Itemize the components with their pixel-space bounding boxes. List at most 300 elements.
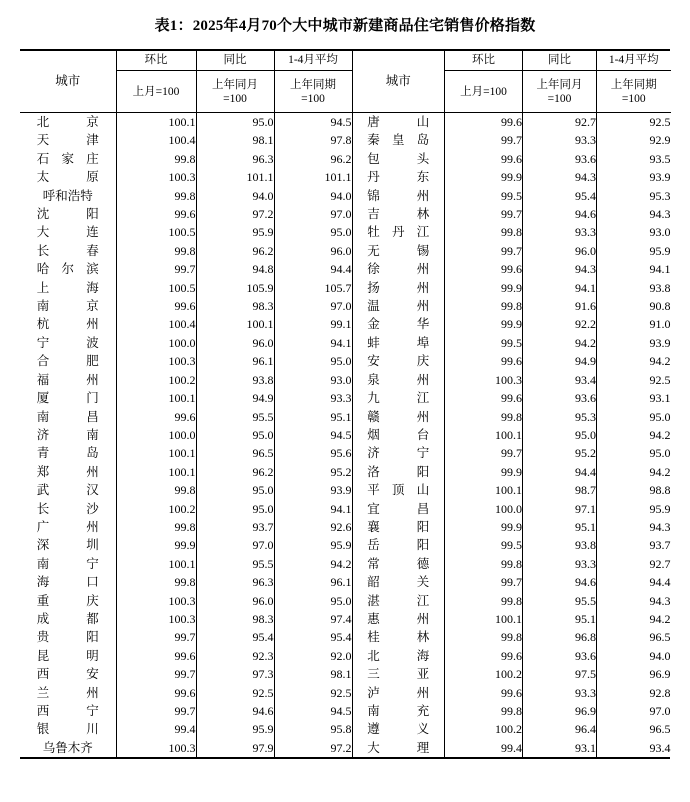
city-name-cell: [20, 297, 116, 315]
value-avg: 92.5: [649, 115, 671, 129]
value-yoy: 95.0: [523, 426, 597, 444]
table-row: [20, 389, 352, 407]
city-name-cell: [353, 739, 445, 757]
value-avg: 94.1: [274, 334, 352, 352]
table-row: [20, 573, 352, 591]
city-name: 济宁: [367, 446, 430, 461]
city-name-cell: [20, 408, 116, 426]
value-yoy: 95.2: [523, 444, 597, 462]
value-yoy: 94.8: [196, 260, 274, 278]
value-avg: 95.0: [274, 592, 352, 610]
value-avg: 94.3: [649, 207, 671, 222]
header-row-top-right: [353, 51, 671, 71]
value-yoy: 94.0: [196, 187, 274, 205]
value-yoy: 95.9: [196, 223, 274, 241]
value-yoy: 98.3: [196, 297, 274, 315]
table-row: [20, 187, 352, 205]
city-name: 贵阳: [36, 630, 99, 645]
value-mom: 100.3: [116, 352, 196, 370]
value-mom: 99.6: [116, 647, 196, 665]
value-mom: 99.6: [445, 352, 523, 370]
value-mom: 100.0: [116, 426, 196, 444]
column-group-yoy: 同比: [196, 51, 274, 71]
table-row: [20, 702, 352, 720]
city-name-cell: [20, 739, 116, 757]
city-name: 兰州: [36, 685, 99, 700]
city-name: 南宁: [36, 556, 99, 571]
city-name: 济南: [36, 427, 99, 442]
value-yoy: 96.3: [196, 573, 274, 591]
city-name-cell: [353, 334, 445, 352]
city-name-cell: [353, 205, 445, 223]
value-mom: 99.6: [445, 684, 523, 702]
value-mom: 100.4: [116, 315, 196, 333]
city-name-cell: [353, 279, 445, 297]
city-name-cell: [20, 536, 116, 554]
value-yoy: 96.4: [523, 720, 597, 738]
city-name: 韶关: [367, 575, 430, 590]
city-name: 包头: [367, 151, 430, 166]
value-mom: 100.2: [445, 720, 523, 738]
table-row: [353, 334, 671, 352]
mom-basis-line1: 上月=100: [460, 85, 507, 98]
city-name-cell: [20, 113, 116, 132]
city-name: 宜昌: [367, 501, 430, 516]
city-name-cell: [353, 426, 445, 444]
value-avg: 94.2: [649, 611, 671, 626]
city-name: 合肥: [36, 354, 99, 369]
city-name-cell: [353, 187, 445, 205]
table-row: [20, 150, 352, 168]
value-yoy: 95.5: [196, 555, 274, 573]
city-name-cell: [353, 297, 445, 315]
value-yoy: 96.2: [196, 463, 274, 481]
table-row: [20, 739, 352, 757]
table-row: [353, 592, 671, 610]
table-row: [353, 702, 671, 720]
table-head-left: [20, 51, 352, 113]
yoy-basis-line1: 上年同月: [536, 78, 583, 91]
table-row: [353, 684, 671, 702]
value-yoy: 95.0: [196, 481, 274, 499]
city-name: 九江: [367, 391, 430, 406]
value-avg: 95.0: [274, 223, 352, 241]
value-yoy: 95.0: [196, 113, 274, 132]
city-name-cell: [20, 426, 116, 444]
city-name-cell: [20, 242, 116, 260]
table-row: [20, 131, 352, 149]
value-yoy: 97.1: [523, 500, 597, 518]
value-mom: 99.8: [445, 702, 523, 720]
value-yoy: 94.9: [523, 352, 597, 370]
column-group-yoy: 同比: [523, 51, 597, 71]
value-mom: 99.7: [445, 444, 523, 462]
table-row: [353, 315, 671, 333]
value-avg: 92.0: [274, 647, 352, 665]
city-name: 厦门: [36, 391, 99, 406]
value-yoy: 98.1: [196, 131, 274, 149]
city-name-cell: [353, 352, 445, 370]
value-mom: 99.7: [116, 260, 196, 278]
value-yoy: 96.8: [523, 628, 597, 646]
value-mom: 99.6: [445, 389, 523, 407]
city-name-cell: [353, 720, 445, 738]
value-avg: 94.1: [649, 262, 671, 277]
value-avg: 98.1: [274, 665, 352, 683]
value-avg: 94.4: [274, 260, 352, 278]
table-row: [20, 647, 352, 665]
city-name: 深圳: [36, 538, 99, 553]
value-mom: 99.6: [116, 297, 196, 315]
city-name: 平顶山: [367, 483, 430, 498]
city-name: 上海: [36, 280, 99, 295]
value-mom: 100.1: [116, 113, 196, 132]
avg-basis-line1: 上年同期: [290, 78, 336, 91]
city-name-cell: [353, 628, 445, 646]
value-mom: 100.1: [445, 426, 523, 444]
value-avg: 96.0: [274, 242, 352, 260]
value-avg: 97.8: [274, 131, 352, 149]
value-avg: 93.1: [649, 391, 671, 406]
city-name: 石家庄: [36, 151, 99, 166]
city-name: 常德: [367, 556, 430, 571]
city-name-cell: [20, 389, 116, 407]
city-name: 惠州: [367, 611, 430, 626]
table-row: [353, 720, 671, 738]
value-avg: 93.0: [649, 225, 671, 240]
table-row: [353, 408, 671, 426]
city-name-cell: [353, 150, 445, 168]
value-yoy: 93.4: [523, 371, 597, 389]
table-row: [20, 444, 352, 462]
value-mom: 99.7: [116, 702, 196, 720]
value-mom: 99.6: [445, 647, 523, 665]
value-mom: 99.8: [445, 408, 523, 426]
value-mom: 99.6: [445, 150, 523, 168]
column-group-avg: 1-4月平均: [597, 51, 671, 71]
table-row: [353, 444, 671, 462]
city-name-cell: [20, 628, 116, 646]
value-yoy: 94.6: [523, 573, 597, 591]
value-avg: 92.6: [274, 518, 352, 536]
value-yoy: 95.5: [523, 592, 597, 610]
value-avg: 92.7: [649, 556, 671, 571]
page-title: 表1：2025年4月70个大中城市新建商品住宅销售价格指数: [154, 18, 536, 34]
table-row: [353, 555, 671, 573]
city-name-cell: [353, 389, 445, 407]
value-avg: 94.3: [649, 593, 671, 608]
value-yoy: 96.2: [196, 242, 274, 260]
value-avg: 91.0: [649, 317, 671, 332]
city-name: 呼和浩特: [42, 188, 93, 203]
city-name: 徐州: [367, 262, 430, 277]
city-name-cell: [353, 518, 445, 536]
value-avg: 95.9: [274, 536, 352, 554]
table-row: [20, 518, 352, 536]
city-name-cell: [353, 500, 445, 518]
city-name: 洛阳: [367, 464, 430, 479]
value-mom: 100.3: [445, 371, 523, 389]
table-row: [353, 297, 671, 315]
value-yoy: 95.3: [523, 408, 597, 426]
value-yoy: 97.3: [196, 665, 274, 683]
value-yoy: 95.4: [196, 628, 274, 646]
value-avg: 93.7: [649, 538, 671, 553]
value-mom: 99.4: [116, 720, 196, 738]
yoy-basis-line2: =100: [223, 92, 247, 105]
city-name: 秦皇岛: [367, 133, 430, 148]
value-yoy: 94.6: [196, 702, 274, 720]
value-avg: 95.9: [649, 243, 671, 258]
city-name-cell: [20, 720, 116, 738]
value-mom: 99.8: [445, 592, 523, 610]
value-mom: 99.6: [116, 684, 196, 702]
value-mom: 99.7: [445, 242, 523, 260]
value-mom: 100.2: [116, 500, 196, 518]
city-name-cell: [353, 408, 445, 426]
city-name-cell: [353, 481, 445, 499]
table-row: [353, 389, 671, 407]
table-row: [20, 279, 352, 297]
column-header-mom-basis: [116, 71, 196, 113]
column-header-yoy-basis: [523, 71, 597, 113]
value-mom: 100.0: [445, 500, 523, 518]
value-avg: 94.5: [274, 426, 352, 444]
table-row: [20, 113, 352, 132]
city-name: 牡丹江: [367, 225, 430, 240]
value-mom: 99.9: [445, 279, 523, 297]
city-name-cell: [353, 168, 445, 186]
value-yoy: 92.2: [523, 315, 597, 333]
value-mom: 99.5: [445, 187, 523, 205]
value-mom: 99.6: [116, 408, 196, 426]
city-name: 泉州: [367, 372, 430, 387]
price-index-table: [20, 49, 670, 759]
value-avg: 96.5: [649, 722, 671, 737]
value-mom: 100.0: [116, 334, 196, 352]
value-avg: 95.4: [274, 628, 352, 646]
value-avg: 93.5: [649, 151, 671, 166]
table-row: [353, 481, 671, 499]
city-name: 郑州: [36, 464, 99, 479]
value-mom: 99.8: [445, 628, 523, 646]
city-name: 扬州: [367, 280, 430, 295]
city-name: 无锡: [367, 243, 430, 258]
city-name-cell: [353, 223, 445, 241]
value-yoy: 94.3: [523, 260, 597, 278]
table-row: [353, 573, 671, 591]
city-name: 吉林: [367, 207, 430, 222]
city-name-cell: [353, 610, 445, 628]
value-yoy: 93.6: [523, 647, 597, 665]
value-avg: 97.0: [649, 704, 671, 718]
city-name-cell: [20, 205, 116, 223]
city-name: 南充: [367, 704, 430, 718]
city-name-cell: [20, 168, 116, 186]
city-name-cell: [20, 684, 116, 702]
city-name-cell: [353, 242, 445, 260]
value-avg: 92.8: [649, 685, 671, 700]
city-name: 安庆: [367, 354, 430, 369]
value-avg: 92.9: [649, 133, 671, 148]
city-name-cell: [20, 592, 116, 610]
value-yoy: 93.3: [523, 131, 597, 149]
table-row: [353, 150, 671, 168]
value-yoy: 91.6: [523, 297, 597, 315]
value-yoy: 93.7: [196, 518, 274, 536]
city-name-cell: [20, 279, 116, 297]
value-mom: 99.8: [116, 481, 196, 499]
table-row: [353, 113, 671, 132]
table-row: [20, 205, 352, 223]
city-name: 宁波: [36, 335, 99, 350]
value-avg: 95.8: [274, 720, 352, 738]
value-avg: 92.5: [649, 372, 671, 387]
city-name: 哈尔滨: [36, 262, 99, 277]
city-name-cell: [20, 500, 116, 518]
value-yoy: 101.1: [196, 168, 274, 186]
city-name: 温州: [367, 299, 430, 314]
value-mom: 99.6: [445, 260, 523, 278]
value-avg: 93.0: [274, 371, 352, 389]
city-name: 乌鲁木齐: [42, 740, 93, 755]
table-row: [20, 463, 352, 481]
city-name: 天津: [36, 133, 99, 148]
value-yoy: 94.4: [523, 463, 597, 481]
value-yoy: 95.0: [196, 426, 274, 444]
value-mom: 99.7: [445, 131, 523, 149]
city-name: 金华: [367, 317, 430, 332]
table-row: [353, 739, 671, 757]
city-name: 银川: [36, 722, 99, 737]
value-mom: 100.3: [116, 739, 196, 757]
table-row: [20, 334, 352, 352]
value-avg: 94.5: [274, 702, 352, 720]
value-yoy: 97.0: [196, 536, 274, 554]
value-avg: 94.2: [649, 354, 671, 369]
value-avg: 95.0: [649, 446, 671, 461]
city-name: 襄阳: [367, 519, 430, 534]
city-name: 南京: [36, 299, 99, 314]
table-row: [353, 500, 671, 518]
value-yoy: 93.8: [523, 536, 597, 554]
value-yoy: 98.7: [523, 481, 597, 499]
city-name: 南昌: [36, 409, 99, 424]
city-name-cell: [20, 444, 116, 462]
city-name-cell: [20, 315, 116, 333]
value-avg: 95.9: [649, 501, 671, 516]
table-left-half: [20, 51, 353, 757]
mom-basis-line1: 上月=100: [132, 85, 180, 98]
column-header-yoy-basis: [196, 71, 274, 113]
value-mom: 99.9: [116, 536, 196, 554]
value-yoy: 96.0: [196, 592, 274, 610]
table-head-right: [353, 51, 671, 113]
city-name-cell: [353, 371, 445, 389]
value-mom: 99.9: [445, 168, 523, 186]
value-avg: 94.5: [274, 113, 352, 132]
value-avg: 95.2: [274, 463, 352, 481]
city-name-cell: [20, 665, 116, 683]
city-name: 沈阳: [36, 207, 99, 222]
avg-basis-line2: =100: [621, 92, 646, 105]
value-yoy: 96.3: [196, 150, 274, 168]
value-yoy: 95.1: [523, 518, 597, 536]
value-mom: 99.8: [116, 150, 196, 168]
value-yoy: 93.3: [523, 555, 597, 573]
table-row: [20, 408, 352, 426]
city-name: 泸州: [367, 685, 430, 700]
value-yoy: 95.9: [196, 720, 274, 738]
city-name: 长春: [36, 243, 99, 258]
column-header-city: 城市: [20, 51, 116, 113]
table-row: [20, 223, 352, 241]
value-avg: 93.3: [274, 389, 352, 407]
value-yoy: 92.3: [196, 647, 274, 665]
value-avg: 95.1: [274, 408, 352, 426]
value-mom: 100.1: [116, 444, 196, 462]
city-name: 唐山: [367, 115, 430, 129]
value-avg: 97.0: [274, 297, 352, 315]
value-avg: 93.9: [274, 481, 352, 499]
value-avg: 105.7: [274, 279, 352, 297]
table-row: [20, 536, 352, 554]
city-name: 锦州: [367, 188, 430, 203]
value-yoy: 97.2: [196, 205, 274, 223]
value-avg: 94.2: [274, 555, 352, 573]
city-name-cell: [20, 481, 116, 499]
city-name: 昆明: [36, 648, 99, 663]
city-name-cell: [353, 573, 445, 591]
city-name-cell: [20, 610, 116, 628]
table-row: [353, 242, 671, 260]
table-row: [20, 315, 352, 333]
city-name-cell: [20, 131, 116, 149]
city-name-cell: [20, 223, 116, 241]
city-name: 福州: [36, 372, 99, 387]
value-yoy: 94.2: [523, 334, 597, 352]
column-group-avg: 1-4月平均: [274, 51, 352, 71]
value-yoy: 93.1: [523, 739, 597, 757]
value-yoy: 94.3: [523, 168, 597, 186]
value-mom: 99.8: [116, 242, 196, 260]
value-mom: 99.6: [445, 113, 523, 132]
value-avg: 97.0: [274, 205, 352, 223]
value-avg: 101.1: [274, 168, 352, 186]
city-name-cell: [20, 334, 116, 352]
table-row: [20, 628, 352, 646]
value-yoy: 93.3: [523, 223, 597, 241]
value-yoy: 96.9: [523, 702, 597, 720]
table-row: [353, 610, 671, 628]
value-mom: 100.3: [116, 610, 196, 628]
column-group-mom: 环比: [445, 51, 523, 71]
value-mom: 99.8: [116, 518, 196, 536]
table-row: [20, 500, 352, 518]
value-avg: 94.0: [274, 187, 352, 205]
value-mom: 99.7: [445, 205, 523, 223]
city-name-cell: [353, 463, 445, 481]
value-avg: 97.2: [274, 739, 352, 757]
value-avg: 94.4: [649, 575, 671, 590]
value-avg: 96.9: [649, 667, 671, 682]
value-yoy: 100.1: [196, 315, 274, 333]
city-name-cell: [353, 131, 445, 149]
value-avg: 94.1: [274, 500, 352, 518]
table-row: [20, 168, 352, 186]
value-mom: 99.7: [445, 573, 523, 591]
city-name-cell: [20, 150, 116, 168]
